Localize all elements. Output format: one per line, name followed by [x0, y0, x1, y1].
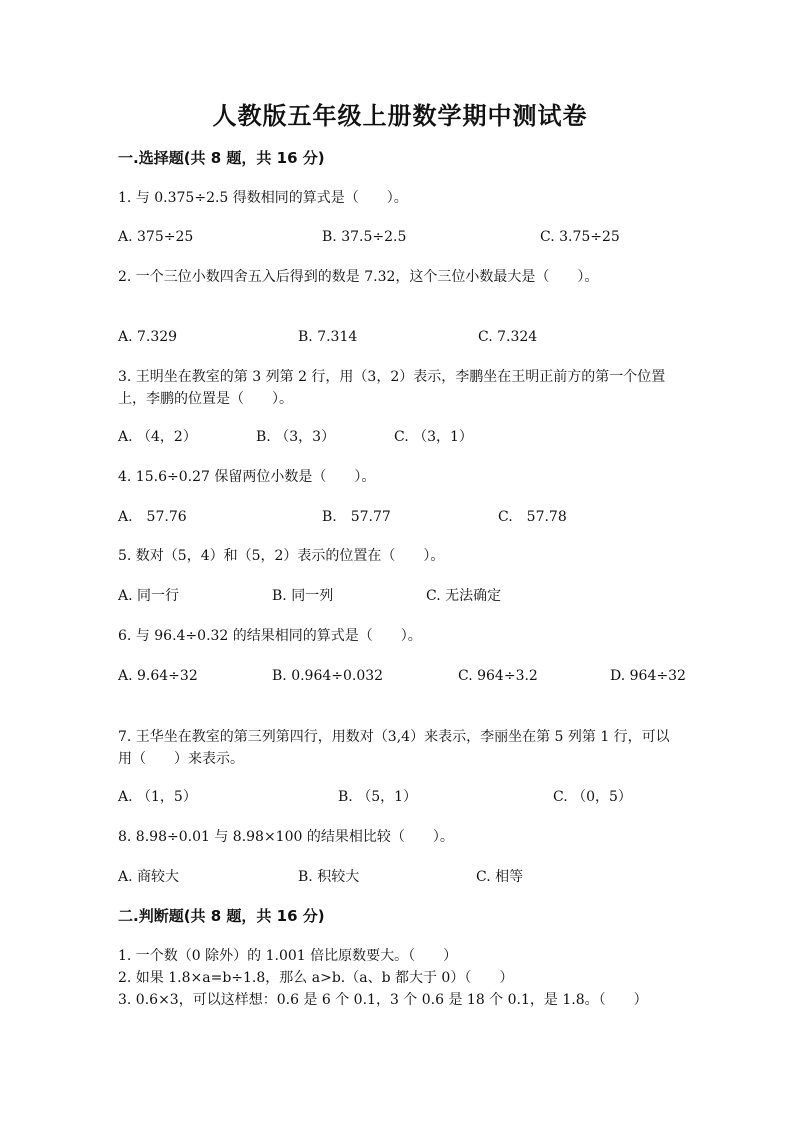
question-4-option-a: A. 57.76: [118, 509, 187, 525]
question-2: 2. 一个三位小数四舍五入后得到的数是 7.32，这个三位小数最大是（ ）。: [118, 269, 599, 285]
question-6-option-c: C. 964÷3.2: [458, 668, 538, 684]
question-5-option-c: C. 无法确定: [426, 588, 502, 604]
question-7-option-c: C. （0，5）: [553, 789, 632, 805]
question-2-option-b: B. 7.314: [298, 329, 358, 345]
question-8-option-b: B. 积较大: [298, 869, 360, 885]
question-3: 3. 王明坐在教室的第 3 列第 2 行，用（3，2）表示，李鹏坐在王明正前方的第一个位置上，李鹏的位置是（ ）。: [118, 369, 666, 407]
question-1: 1. 与 0.375÷2.5 得数相同的算式是（ ）。: [118, 190, 408, 206]
page-title: 人教版五年级上册数学期中测试卷: [212, 102, 588, 130]
question-2-option-c: C. 7.324: [478, 329, 538, 345]
question-8-option-a: A. 商较大: [118, 869, 180, 885]
section-heading-judge: 二.判断题(共 8 题，共 16 分): [118, 907, 325, 925]
question-3-option-c: C. （3，1）: [394, 429, 473, 445]
question-7-option-a: A. （1，5）: [118, 789, 197, 805]
question-6-option-d: D. 964÷32: [610, 668, 686, 684]
question-3-option-b: B. （3，3）: [256, 429, 336, 445]
question-7-option-b: B. （5，1）: [338, 789, 418, 805]
question-3-option-a: A. （4，2）: [118, 429, 197, 445]
question-1-option-a: A. 375÷25: [118, 229, 194, 245]
question-4-option-c: C. 57.78: [498, 509, 567, 525]
judge-question-2: 2. 如果 1.8×a=b÷1.8，那么 a>b.（a、b 都大于 0）（ ）: [118, 970, 514, 986]
section-heading-choice: 一.选择题(共 8 题，共 16 分): [118, 149, 325, 167]
question-5-option-a: A. 同一行: [118, 588, 180, 604]
question-5: 5. 数对（5，4）和（5，2）表示的位置在（ ）。: [118, 548, 445, 564]
question-8: 8. 8.98÷0.01 与 8.98×100 的结果相比较（ ）。: [118, 829, 454, 845]
judge-question-3: 3. 0.6×3，可以这样想：0.6 是 6 个 0.1，3 个 0.6 是 18 个 0.1，是 1.8。（ ）: [118, 992, 648, 1008]
question-2-option-a: A. 7.329: [118, 329, 178, 345]
question-1-option-c: C. 3.75÷25: [540, 229, 620, 245]
question-8-option-c: C. 相等: [476, 869, 524, 885]
judge-question-1: 1. 一个数（0 除外）的 1.001 倍比原数要大。（ ）: [118, 948, 458, 964]
question-1-option-b: B. 37.5÷2.5: [322, 229, 407, 245]
question-5-option-b: B. 同一列: [272, 588, 334, 604]
question-4: 4. 15.6÷0.27 保留两位小数是（ ）。: [118, 469, 376, 485]
question-7: 7. 王华坐在教室的第三列第四行，用数对（3,4）来表示，李丽坐在第 5 列第 1 行，可以用（ ）来表示。: [118, 729, 670, 767]
question-4-option-b: B. 57.77: [322, 509, 391, 525]
question-6-option-a: A. 9.64÷32: [118, 668, 198, 684]
question-6: 6. 与 96.4÷0.32 的结果相同的算式是（ ）。: [118, 628, 422, 644]
question-6-option-b: B. 0.964÷0.032: [272, 668, 384, 684]
